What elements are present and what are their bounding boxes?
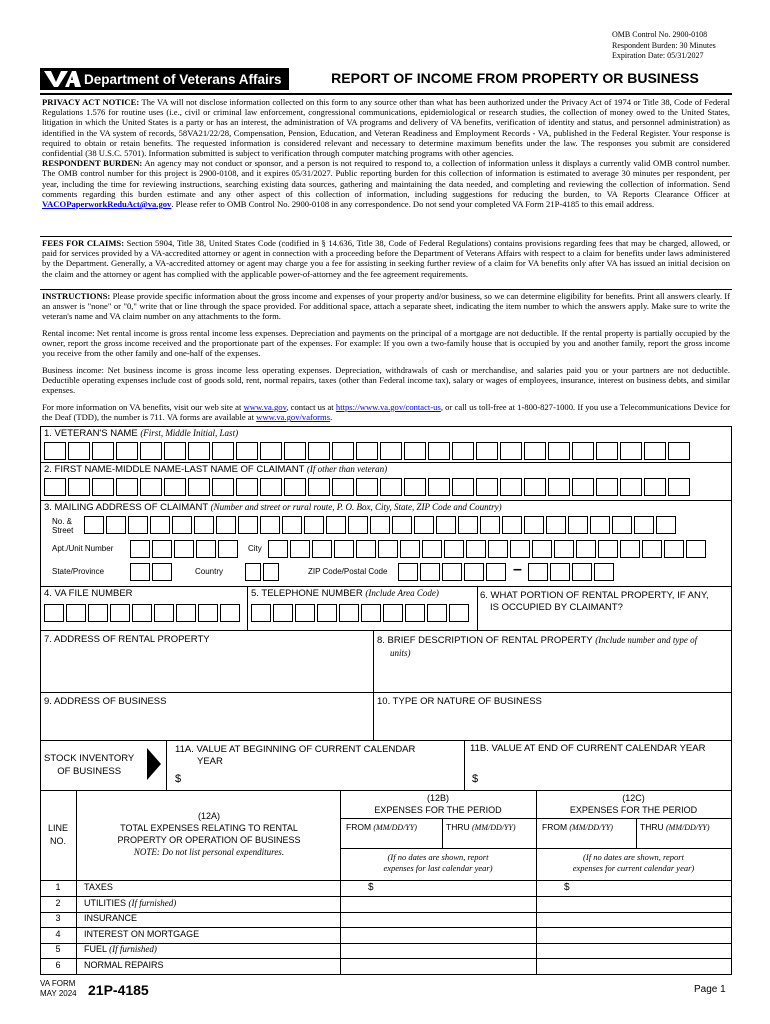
12c-note: (If no dates are shown, report expenses for current calendar year) bbox=[572, 852, 695, 873]
char-box[interactable] bbox=[500, 478, 522, 496]
zip-dash: – bbox=[513, 561, 522, 578]
char-box[interactable] bbox=[644, 442, 666, 460]
arrow-right-icon bbox=[147, 748, 161, 780]
instructions-divider bbox=[40, 289, 732, 290]
char-box[interactable] bbox=[486, 563, 506, 581]
char-box[interactable] bbox=[308, 478, 330, 496]
char-box[interactable] bbox=[400, 540, 420, 558]
department-name: Department of Veterans Affairs bbox=[84, 71, 282, 87]
privacy-act-notice bbox=[42, 97, 730, 209]
char-box[interactable] bbox=[88, 604, 108, 622]
char-box[interactable] bbox=[405, 604, 425, 622]
rule-f11 bbox=[40, 740, 732, 741]
fees-text: Section 5904, Title 38, United States Code (codified in § 14.636, Title 38, Code of Federal Regulations) contains provisions regarding fees that may be charged, allowed, or paid for services provided by a VA-accredited attorney or agent in connection with a proceeding before the Department of Veterans Affairs with respect to a claim for benefits under laws administered by the Department. Generally, a VA-accredited attorney or agent may charge you a fee for assisting in seeking further review of a claim for VA benefits only after VA has issued an initial decision on the claim and the attorney or agent has complied with the applicable power-of-attorney and the fee agreement requirements. bbox=[42, 238, 730, 279]
expense-label: INTEREST ON MORTGAGE bbox=[84, 928, 200, 939]
expense-label: UTILITIES (If furnished) bbox=[84, 897, 177, 908]
state-input[interactable] bbox=[130, 563, 174, 581]
more-info-d: . bbox=[330, 412, 333, 423]
rental-address-label: 7. ADDRESS OF RENTAL PROPERTY bbox=[44, 634, 210, 645]
line-number: 2 bbox=[55, 897, 61, 908]
char-box[interactable] bbox=[128, 516, 148, 534]
line-no-header: LINE NO. bbox=[47, 823, 68, 846]
char-box[interactable] bbox=[188, 478, 210, 496]
va-file-number-input[interactable] bbox=[44, 604, 242, 622]
char-box[interactable] bbox=[251, 604, 271, 622]
value-beginning-dollar: $ bbox=[175, 773, 182, 785]
char-box[interactable] bbox=[464, 563, 484, 581]
value-end-dollar: $ bbox=[472, 773, 479, 785]
char-box[interactable] bbox=[466, 540, 486, 558]
char-box[interactable] bbox=[66, 604, 86, 622]
char-box[interactable] bbox=[392, 516, 412, 534]
char-box[interactable] bbox=[44, 478, 66, 496]
rule-f4-f5 bbox=[247, 586, 248, 630]
row-rule bbox=[40, 974, 732, 975]
char-box[interactable] bbox=[634, 516, 654, 534]
char-box[interactable] bbox=[442, 563, 462, 581]
char-box[interactable] bbox=[188, 442, 210, 460]
row-rule bbox=[40, 912, 732, 913]
char-box[interactable] bbox=[92, 478, 114, 496]
char-box[interactable] bbox=[106, 516, 126, 534]
char-box[interactable] bbox=[383, 604, 403, 622]
char-box[interactable] bbox=[44, 442, 66, 460]
char-box[interactable] bbox=[554, 540, 574, 558]
rule-left bbox=[40, 426, 41, 975]
char-box[interactable] bbox=[164, 478, 186, 496]
char-box[interactable] bbox=[596, 478, 618, 496]
rule-f5-f6 bbox=[477, 586, 478, 630]
expense-label: FUEL (If furnished) bbox=[84, 944, 157, 954]
char-box[interactable] bbox=[620, 442, 642, 460]
char-box[interactable] bbox=[532, 540, 552, 558]
char-box[interactable] bbox=[164, 442, 186, 460]
char-box[interactable] bbox=[332, 442, 354, 460]
12b-note: (If no dates are shown, report expenses for last calendar year) bbox=[383, 852, 493, 873]
expense-label: NORMAL REPAIRS bbox=[84, 959, 164, 970]
char-box[interactable] bbox=[576, 540, 596, 558]
expense-label: TAXES bbox=[84, 882, 113, 892]
char-box[interactable] bbox=[295, 604, 315, 622]
char-box[interactable] bbox=[548, 478, 570, 496]
12b-dollar: $ bbox=[368, 882, 374, 893]
street-input[interactable] bbox=[84, 516, 678, 534]
zip-input[interactable] bbox=[398, 563, 508, 581]
city-label: City bbox=[248, 544, 262, 553]
char-box[interactable] bbox=[524, 516, 544, 534]
char-box[interactable] bbox=[420, 563, 440, 581]
char-box[interactable] bbox=[212, 442, 234, 460]
char-box[interactable] bbox=[212, 478, 234, 496]
char-box[interactable] bbox=[216, 516, 236, 534]
instructions bbox=[42, 291, 730, 322]
va-file-number-label: 4. VA FILE NUMBER bbox=[44, 588, 133, 599]
char-box[interactable] bbox=[260, 478, 282, 496]
char-box[interactable] bbox=[612, 516, 632, 534]
char-box[interactable] bbox=[152, 563, 172, 581]
char-box[interactable] bbox=[502, 516, 522, 534]
12c-dollar: $ bbox=[564, 882, 570, 893]
col-12a-header: (12A) TOTAL EXPENSES RELATING TO RENTAL PROPERTY OR OPERATION OF BUSINESS NOTE: Do not list personal expenditures. bbox=[117, 811, 301, 857]
rule-f2 bbox=[40, 462, 732, 463]
respondent-burden: Respondent Burden: 30 Minutes bbox=[612, 40, 716, 50]
char-box[interactable] bbox=[572, 563, 592, 581]
line-number: 3 bbox=[55, 913, 61, 923]
char-box[interactable] bbox=[68, 442, 90, 460]
char-box[interactable] bbox=[196, 540, 216, 558]
char-box[interactable] bbox=[290, 540, 310, 558]
telephone-input[interactable] bbox=[251, 604, 471, 622]
country-label: Country bbox=[195, 567, 224, 576]
fees-heading: FEES FOR CLAIMS: bbox=[42, 238, 125, 248]
char-box[interactable] bbox=[317, 604, 337, 622]
char-box[interactable] bbox=[422, 540, 442, 558]
header-divider bbox=[40, 93, 732, 95]
business-type-label: 10. TYPE OR NATURE OF BUSINESS bbox=[377, 696, 542, 707]
va-banner bbox=[40, 68, 289, 90]
char-box[interactable] bbox=[480, 516, 500, 534]
line-number: 4 bbox=[55, 928, 61, 939]
char-box[interactable] bbox=[263, 563, 279, 581]
char-box[interactable] bbox=[238, 516, 258, 534]
char-box[interactable] bbox=[436, 516, 456, 534]
value-end-label: 11B. VALUE AT END OF CURRENT CALENDAR YEAR bbox=[470, 743, 706, 754]
char-box[interactable] bbox=[620, 478, 642, 496]
expense-label: INSURANCE bbox=[84, 913, 138, 923]
claimant-name-input[interactable] bbox=[44, 478, 692, 496]
char-box[interactable] bbox=[284, 478, 306, 496]
char-box[interactable] bbox=[312, 540, 332, 558]
12c-thru-label[interactable]: THRU (MM/DD/YY) bbox=[640, 822, 710, 832]
char-box[interactable] bbox=[686, 540, 706, 558]
street-label: No. & Street bbox=[52, 517, 74, 535]
footer-va-form: VA FORM MAY 2024 bbox=[40, 979, 77, 998]
col-12b-header: (12B) EXPENSES FOR THE PERIOD bbox=[374, 793, 502, 815]
char-box[interactable] bbox=[548, 442, 570, 460]
char-box[interactable] bbox=[194, 516, 214, 534]
char-box[interactable] bbox=[68, 478, 90, 496]
char-box[interactable] bbox=[172, 516, 192, 534]
char-box[interactable] bbox=[546, 516, 566, 534]
char-box[interactable] bbox=[590, 516, 610, 534]
char-box[interactable] bbox=[236, 442, 258, 460]
12c-from-label[interactable]: FROM (MM/DD/YY) bbox=[542, 822, 613, 832]
char-box[interactable] bbox=[110, 604, 130, 622]
more-info-c: , or call us toll-free at 1-800-827-1000. If you use a Telecommunications Device for the Deaf (TDD), the number is 711. VA forms are available at bbox=[42, 402, 730, 423]
char-box[interactable] bbox=[414, 516, 434, 534]
char-box[interactable] bbox=[84, 516, 104, 534]
char-box[interactable] bbox=[260, 516, 280, 534]
business-address-label: 9. ADDRESS OF BUSINESS bbox=[44, 696, 167, 707]
rule-line-col bbox=[76, 790, 77, 975]
char-box[interactable] bbox=[644, 478, 666, 496]
rule-f1 bbox=[40, 426, 732, 427]
char-box[interactable] bbox=[427, 604, 447, 622]
char-box[interactable] bbox=[198, 604, 218, 622]
12b-thru-label[interactable]: THRU (MM/DD/YY) bbox=[446, 822, 516, 832]
rule-12c-split bbox=[636, 818, 637, 848]
char-box[interactable] bbox=[642, 540, 662, 558]
char-box[interactable] bbox=[668, 442, 690, 460]
char-box[interactable] bbox=[218, 540, 238, 558]
fees-divider bbox=[40, 236, 732, 237]
char-box[interactable] bbox=[304, 516, 324, 534]
char-box[interactable] bbox=[380, 442, 402, 460]
rule-table-head bbox=[40, 880, 732, 881]
char-box[interactable] bbox=[452, 478, 474, 496]
char-box[interactable] bbox=[404, 478, 426, 496]
char-box[interactable] bbox=[550, 563, 570, 581]
value-beginning-label: 11A. VALUE AT BEGINNING OF CURRENT CALENDAR YEAR bbox=[175, 744, 416, 767]
instructions-text: Please provide specific information about the gross income and expenses of your property and/or business, so we can determine eligibility for benefits. Print all answers clearly. If an answer is "none" or "0," write that or line through the space provided. For additional space, attach a separate sheet, indicating the item number to which the answers apply. Make sure to write the veteran's name and VA claim number on any attachments to the form. bbox=[42, 291, 730, 322]
more-info-b: , contact us at bbox=[286, 402, 336, 412]
char-box[interactable] bbox=[444, 540, 464, 558]
instructions-heading: INSTRUCTIONS: bbox=[42, 291, 111, 301]
rule-f7-f8 bbox=[373, 630, 374, 740]
char-box[interactable] bbox=[524, 442, 546, 460]
char-box[interactable] bbox=[130, 563, 150, 581]
char-box[interactable] bbox=[476, 442, 498, 460]
contact-us-link[interactable]: https://www.va.gov/contact-us bbox=[335, 402, 441, 412]
char-box[interactable] bbox=[130, 540, 150, 558]
char-box[interactable] bbox=[92, 442, 114, 460]
stock-inventory-label: STOCK INVENTORY OF BUSINESS bbox=[44, 753, 135, 777]
rule-f11-left bbox=[166, 740, 167, 790]
char-box[interactable] bbox=[236, 478, 258, 496]
char-box[interactable] bbox=[140, 442, 162, 460]
business-income-note: Business income: Net business income is gross income less operating expenses. Depreciation, withdrawals of cash or merchandise, and salaries paid you or your partners are not deductible. Deductible operating expenses include cost of goods sold, rent, normal repairs, taxes (other than Federal income tax), salary or wages of employees, insurance, interest on business debts, and similar expenses. bbox=[42, 365, 730, 396]
char-box[interactable] bbox=[458, 516, 478, 534]
claimant-name-label: 2. FIRST NAME-MIDDLE NAME-LAST NAME OF CLAIMANT (If other than veteran) bbox=[44, 464, 388, 475]
char-box[interactable] bbox=[140, 478, 162, 496]
char-box[interactable] bbox=[116, 478, 138, 496]
char-box[interactable] bbox=[332, 478, 354, 496]
char-box[interactable] bbox=[594, 563, 614, 581]
rental-portion-label: 6. WHAT PORTION OF RENTAL PROPERTY, IF ANY, IS OCCUPIED BY CLAIMANT? bbox=[480, 590, 709, 613]
char-box[interactable] bbox=[339, 604, 359, 622]
rule-f3 bbox=[40, 500, 732, 501]
char-box[interactable] bbox=[596, 442, 618, 460]
char-box[interactable] bbox=[356, 442, 378, 460]
char-box[interactable] bbox=[524, 478, 546, 496]
char-box[interactable] bbox=[568, 516, 588, 534]
char-box[interactable] bbox=[356, 540, 376, 558]
omb-control-number: OMB Control No. 2900-0108 bbox=[612, 30, 708, 39]
line-number: 6 bbox=[55, 959, 61, 970]
char-box[interactable] bbox=[476, 478, 498, 496]
more-info bbox=[42, 402, 730, 422]
char-box[interactable] bbox=[268, 540, 288, 558]
rule-dates bbox=[340, 848, 731, 849]
va-gov-link[interactable]: www.va.gov bbox=[243, 402, 287, 412]
more-info-a: For more information on VA benefits, visit our web site at bbox=[42, 402, 244, 412]
footer-form-number: 21P-4185 bbox=[88, 982, 149, 998]
char-box[interactable] bbox=[326, 516, 346, 534]
omb-info bbox=[612, 30, 716, 62]
state-label: State/Province bbox=[52, 567, 105, 576]
char-box[interactable] bbox=[176, 604, 196, 622]
char-box[interactable] bbox=[116, 442, 138, 460]
char-box[interactable] bbox=[428, 442, 450, 460]
rule-f7 bbox=[40, 630, 732, 631]
footer-page: Page 1 bbox=[694, 984, 726, 995]
veteran-name-label: 1. VETERAN'S NAME (First, Middle Initial, Last) bbox=[44, 428, 239, 439]
country-input[interactable] bbox=[245, 563, 281, 581]
form-title: REPORT OF INCOME FROM PROPERTY OR BUSINESS bbox=[331, 70, 699, 86]
apt-label: Apt./Unit Number bbox=[52, 544, 114, 553]
char-box[interactable] bbox=[273, 604, 293, 622]
char-box[interactable] bbox=[598, 540, 618, 558]
rule-table bbox=[40, 790, 732, 791]
char-box[interactable] bbox=[361, 604, 381, 622]
rental-income-note: Rental income: Net rental income is gross rental income less expenses. Depreciation and payments on the principal of a mortgage are not deductible. If the rental property is partially occupied by the owner, report the gross income received and the proportionate part of the expenses. For example: If you own a two-family house that is occupied by you and another family, report the gross income you receive from the other family and one-half of the expenses. bbox=[42, 328, 730, 359]
char-box[interactable] bbox=[154, 604, 174, 622]
rental-description-label: 8. BRIEF DESCRIPTION OF RENTAL PROPERTY (Include number and type of units) bbox=[377, 635, 698, 658]
char-box[interactable] bbox=[152, 540, 172, 558]
privacy-heading: PRIVACY ACT NOTICE: bbox=[42, 97, 140, 107]
char-box[interactable] bbox=[428, 478, 450, 496]
line-number: 1 bbox=[55, 882, 61, 892]
char-box[interactable] bbox=[510, 540, 530, 558]
char-box[interactable] bbox=[398, 563, 418, 581]
char-box[interactable] bbox=[528, 563, 548, 581]
char-box[interactable] bbox=[308, 442, 330, 460]
char-box[interactable] bbox=[174, 540, 194, 558]
char-box[interactable] bbox=[452, 442, 474, 460]
rule-12b-split bbox=[442, 818, 443, 848]
char-box[interactable] bbox=[449, 604, 469, 622]
char-box[interactable] bbox=[348, 516, 368, 534]
col-12c-header: (12C) EXPENSES FOR THE PERIOD bbox=[569, 793, 698, 815]
burden-text: An agency may not conduct or sponsor, and a person is not required to respond to, a collection of information unless it displays a currently valid OMB control number. The OMB control number for this project is 2900-0108, and it expires 05/31/2027. Public reporting burden for this collection of information is estimated to average 30 minutes per respondent, per year, including the time for reviewing instructions, searching existing data sources, gathering and maintaining the data needed, and completing and reviewing the collection of information. Send comments regarding this burden estimate and any other aspect of this collection of information, including suggestions for reducing the burden, to VA Reports Clearance Officer at bbox=[42, 158, 730, 199]
veteran-name-input[interactable] bbox=[44, 442, 692, 460]
va-logo-icon bbox=[40, 68, 84, 90]
rule-period bbox=[340, 818, 731, 819]
char-box[interactable] bbox=[620, 540, 640, 558]
char-box[interactable] bbox=[334, 540, 354, 558]
city-input[interactable] bbox=[268, 540, 708, 558]
char-box[interactable] bbox=[282, 516, 302, 534]
rule-f9 bbox=[40, 692, 732, 693]
char-box[interactable] bbox=[380, 478, 402, 496]
paperwork-email-link[interactable]: VACOPaperworkReduAct@va.gov bbox=[42, 199, 172, 210]
privacy-text: The VA will not disclose information collected on this form to any source other than what has been authorized under the Privacy Act of 1974 or Title 38, Code of Federal Regulations 1.576 for routine uses (i.e., civil or criminal law enforcement, congressional communications, epidemiological or research studies, the collection of money owed to the United States, litigation in which the United States is a party or has an interest, the administration of VA programs and delivery of VA benefits, verification of identity and status, and personnel administration) as identified in the VA system of records, 58VA21/22/28, Compensation, Pension, Education, and Veteran Readiness and Employment Records - VA, published in the Federal Register. Your response is required to obtain or retain benefits. The requested information is considered relevant and necessary to determine maximum benefits under the law. The responses you submit are considered confidential (38 U.S.C. 5701). Information submitted is subject to verification through computer matching programs with other agencies. bbox=[42, 97, 730, 159]
apt-input[interactable] bbox=[130, 540, 240, 558]
rule-f11-mid bbox=[464, 740, 465, 790]
char-box[interactable] bbox=[656, 516, 676, 534]
burden-text-2: . Please refer to OMB Control No. 2900-0108 in any correspondence. Do not send your completed VA Form 21P-4185 to this email address. bbox=[171, 199, 655, 210]
char-box[interactable] bbox=[664, 540, 684, 558]
char-box[interactable] bbox=[356, 478, 378, 496]
mailing-address-label: 3. MAILING ADDRESS OF CLAIMANT (Number and street or rural route, P. O. Box, City, State, ZIP Code and Country) bbox=[44, 502, 502, 513]
char-box[interactable] bbox=[572, 442, 594, 460]
char-box[interactable] bbox=[572, 478, 594, 496]
char-box[interactable] bbox=[378, 540, 398, 558]
char-box[interactable] bbox=[245, 563, 261, 581]
char-box[interactable] bbox=[260, 442, 282, 460]
fees-for-claims bbox=[42, 238, 730, 279]
char-box[interactable] bbox=[668, 478, 690, 496]
12b-from-label[interactable]: FROM (MM/DD/YY) bbox=[346, 822, 417, 832]
rule-right bbox=[731, 426, 732, 975]
char-box[interactable] bbox=[44, 604, 64, 622]
zip-label: ZIP Code/Postal Code bbox=[308, 567, 388, 576]
char-box[interactable] bbox=[488, 540, 508, 558]
burden-heading: RESPONDENT BURDEN: bbox=[42, 158, 143, 169]
line-number: 5 bbox=[55, 944, 61, 954]
rule-f4 bbox=[40, 586, 732, 587]
char-box[interactable] bbox=[132, 604, 152, 622]
char-box[interactable] bbox=[370, 516, 390, 534]
char-box[interactable] bbox=[500, 442, 522, 460]
char-box[interactable] bbox=[220, 604, 240, 622]
char-box[interactable] bbox=[284, 442, 306, 460]
char-box[interactable] bbox=[150, 516, 170, 534]
char-box[interactable] bbox=[404, 442, 426, 460]
telephone-label: 5. TELEPHONE NUMBER (Include Area Code) bbox=[251, 588, 439, 599]
vaforms-link[interactable]: www.va.gov/vaforms bbox=[256, 412, 331, 423]
zip-ext-input[interactable] bbox=[528, 563, 616, 581]
expiration-date: Expiration Date: 05/31/2027 bbox=[612, 51, 704, 60]
